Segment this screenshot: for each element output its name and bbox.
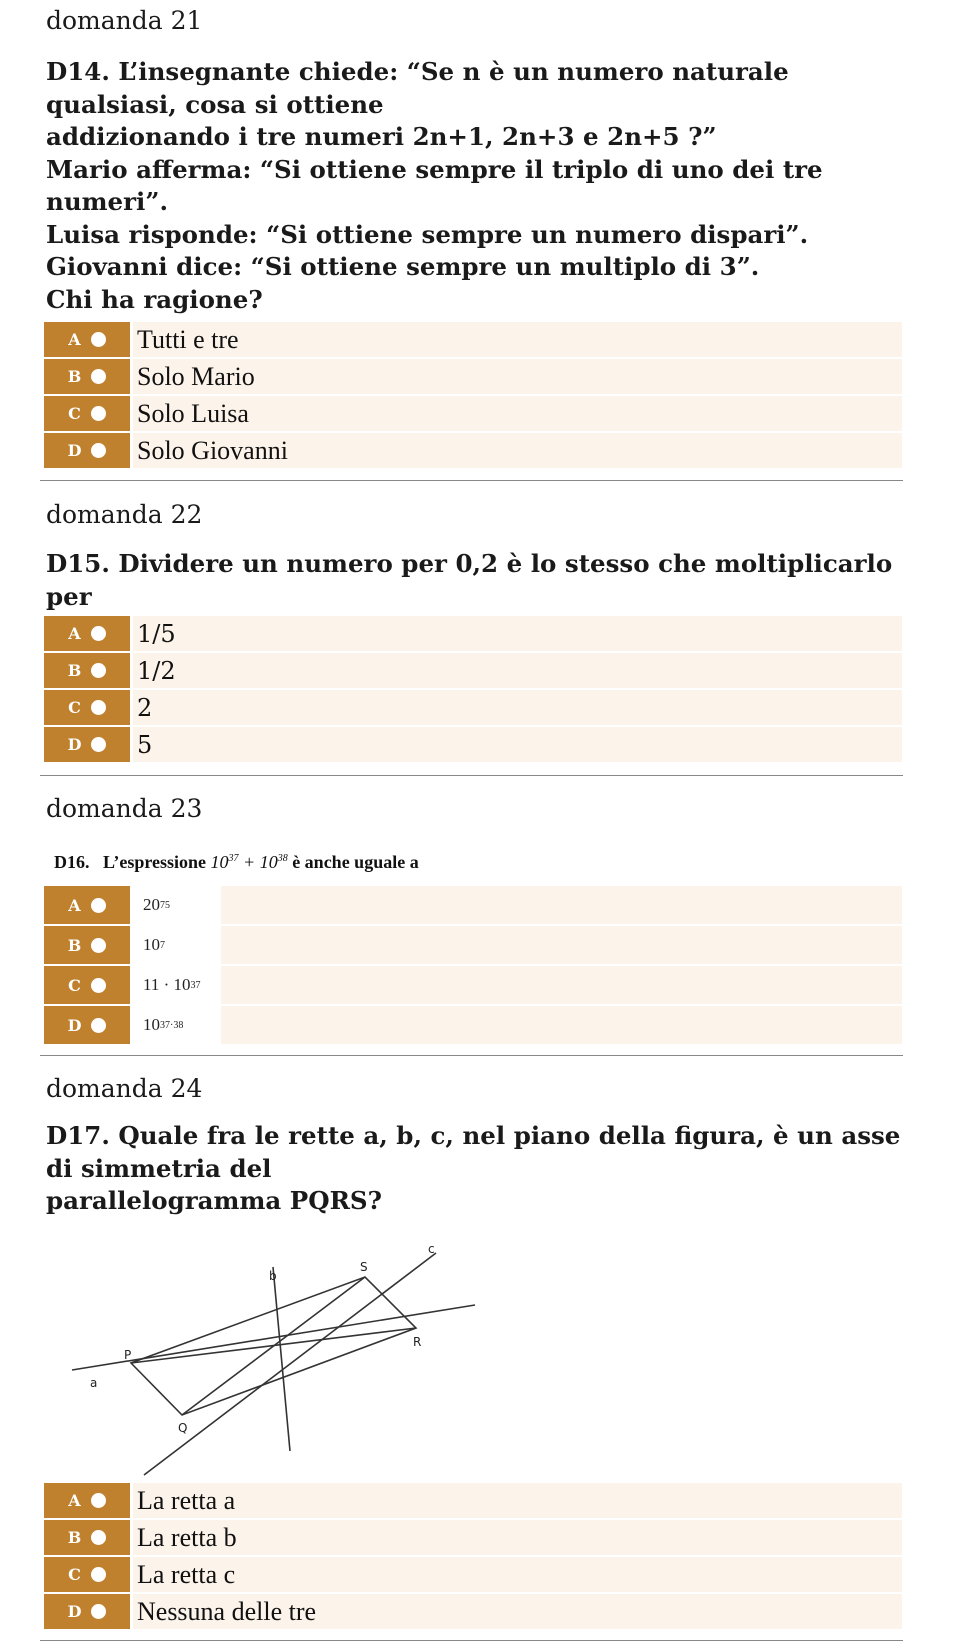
radio-button[interactable] (91, 1604, 106, 1619)
option-a[interactable] (44, 1483, 902, 1518)
option-label: Tutti e tre (133, 322, 902, 357)
option-letter: B (67, 935, 82, 955)
math-exponent: 75 (160, 899, 170, 911)
option-letter: A (68, 895, 81, 915)
math-exponent: 37 (190, 979, 201, 991)
math-base: 10 (143, 935, 160, 954)
option-label (133, 1006, 902, 1044)
option-c[interactable] (44, 690, 902, 725)
option-key (44, 690, 130, 725)
math-base: 20 (143, 895, 160, 914)
option-d[interactable] (44, 727, 902, 762)
option-letter: D (67, 1602, 82, 1621)
option-label (133, 966, 902, 1004)
option-key (44, 359, 130, 394)
option-letter: A (68, 330, 81, 349)
stem-line: di simmetria del (46, 1153, 272, 1183)
math-exponent: 38 (277, 853, 288, 864)
stem-text: è anche uguale a (292, 852, 419, 872)
label-s: S (360, 1260, 368, 1274)
option-key (44, 1483, 130, 1518)
option-key (44, 727, 130, 762)
option-fill (221, 966, 902, 1004)
stem-line: Luisa risponde: “Si ottiene sempre un numero dispari”. (46, 219, 809, 249)
option-d[interactable] (44, 1594, 902, 1629)
option-label: 2 (133, 690, 902, 725)
option-c[interactable] (44, 1557, 902, 1592)
math-expression (133, 886, 221, 924)
math-base: 10 (143, 1015, 160, 1034)
option-a[interactable] (44, 322, 902, 357)
radio-button[interactable] (91, 663, 106, 678)
option-label: 5 (133, 727, 902, 762)
option-d[interactable] (44, 1006, 902, 1044)
parallelogram-figure (60, 1185, 480, 1485)
stem-line: qualsiasi, cosa si ottiene (46, 89, 384, 119)
option-label: La retta b (133, 1520, 902, 1555)
radio-button[interactable] (91, 1530, 106, 1545)
question-23-header: domanda 23 (46, 794, 203, 823)
question-22-stem (46, 548, 916, 613)
option-letter: C (68, 404, 81, 423)
option-letter: C (68, 1565, 81, 1584)
separator (40, 1055, 903, 1056)
math-operator: + (243, 852, 256, 872)
option-letter: D (67, 735, 82, 754)
stem-line: Giovanni dice: “Si ottiene sempre un multiplo di 3”. (46, 252, 760, 281)
question-21-stem (46, 56, 916, 316)
option-key (44, 1006, 130, 1044)
option-letter: A (68, 1491, 81, 1510)
option-fill (221, 886, 902, 924)
label-a: a (90, 1376, 98, 1390)
question-22-options (44, 616, 902, 764)
math-base: 10 (259, 852, 278, 872)
radio-button[interactable] (91, 332, 106, 347)
option-letter: B (67, 661, 82, 680)
option-letter: C (68, 698, 81, 717)
option-b[interactable] (44, 653, 902, 688)
math-base: 10 (173, 975, 191, 994)
option-b[interactable] (44, 1520, 902, 1555)
stem-line: Mario afferma: “Si ottiene sempre il triplo di uno dei tre (46, 154, 823, 184)
option-b[interactable] (44, 359, 902, 394)
option-key (44, 1520, 130, 1555)
option-fill (221, 1006, 902, 1044)
radio-button[interactable] (91, 938, 106, 953)
option-c[interactable] (44, 966, 902, 1004)
option-d[interactable] (44, 433, 902, 468)
math-exponent: 7 (160, 939, 165, 951)
label-p: P (124, 1348, 132, 1362)
option-letter: C (68, 975, 81, 995)
label-b: b (269, 1269, 277, 1283)
radio-button[interactable] (91, 443, 106, 458)
label-c: c (428, 1242, 435, 1256)
radio-button[interactable] (91, 626, 106, 641)
option-label: 1/2 (133, 653, 902, 688)
question-23-options (44, 886, 902, 1046)
separator (40, 1640, 903, 1641)
option-b[interactable] (44, 926, 902, 964)
stem-line: D14. L’insegnante chiede: “Se n è un numero naturale (46, 57, 789, 86)
radio-button[interactable] (91, 406, 106, 421)
question-number: D16. (54, 852, 90, 872)
radio-button[interactable] (91, 1567, 106, 1582)
option-key (44, 616, 130, 651)
radio-button[interactable] (91, 898, 106, 913)
label-q: Q (178, 1421, 188, 1435)
radio-button[interactable] (91, 978, 106, 993)
diagonal-qs (182, 1277, 365, 1415)
stem-line: parallelogramma PQRS? (46, 1186, 382, 1215)
math-term (260, 852, 288, 872)
radio-button[interactable] (91, 737, 106, 752)
option-letter: A (68, 624, 81, 643)
math-exponent: 37 (228, 853, 239, 864)
radio-button[interactable] (91, 700, 106, 715)
math-expression (133, 966, 221, 1004)
option-key (44, 966, 130, 1004)
option-letter: D (67, 441, 82, 460)
option-label: Nessuna delle tre (133, 1594, 902, 1629)
stem-line: addizionando i tre numeri 2n+1, 2n+3 e 2n+5 ?” (46, 122, 717, 151)
question-24-options (44, 1483, 902, 1631)
stem-line: D15. Dividere un numero per 0,2 è lo stesso che moltiplicarlo (46, 549, 893, 578)
stem-text: L’espressione (103, 852, 207, 872)
option-label: La retta a (133, 1483, 902, 1518)
math-coefficient: 11 · (143, 975, 174, 994)
radio-button[interactable] (91, 1018, 106, 1033)
option-key (44, 886, 130, 924)
option-label: 1/5 (133, 616, 902, 651)
question-22-header: domanda 22 (46, 500, 203, 529)
question-21-header: domanda 21 (46, 6, 203, 35)
option-letter: D (67, 1015, 82, 1035)
line-b (273, 1267, 290, 1451)
option-label (133, 886, 902, 924)
option-key (44, 653, 130, 688)
option-key (44, 322, 130, 357)
radio-button[interactable] (91, 1493, 106, 1508)
option-key (44, 1557, 130, 1592)
option-a[interactable] (44, 886, 902, 924)
option-key (44, 433, 130, 468)
option-label: La retta c (133, 1557, 902, 1592)
separator (40, 480, 903, 481)
option-key (44, 1594, 130, 1629)
math-exponent: 37·38 (160, 1019, 184, 1031)
question-24-header: domanda 24 (46, 1074, 203, 1103)
option-c[interactable] (44, 396, 902, 431)
separator (40, 775, 903, 776)
option-label: Solo Mario (133, 359, 902, 394)
math-expression (133, 1006, 221, 1044)
option-label: Solo Luisa (133, 396, 902, 431)
question-21-options (44, 322, 902, 470)
math-base: 10 (210, 852, 229, 872)
option-a[interactable] (44, 616, 902, 651)
math-term (211, 852, 239, 872)
stem-line: Chi ha ragione? (46, 284, 263, 314)
line-c (144, 1253, 436, 1475)
option-fill (221, 926, 902, 964)
option-letter: B (67, 367, 82, 386)
stem-line: numeri”. (46, 187, 168, 216)
option-label: Solo Giovanni (133, 433, 902, 468)
math-expression (133, 926, 221, 964)
question-23-stem (54, 852, 419, 873)
label-r: R (413, 1335, 422, 1349)
option-letter: B (67, 1528, 82, 1547)
option-key (44, 926, 130, 964)
stem-line: D17. Quale fra le rette a, b, c, nel piano della figura, è un asse (46, 1121, 901, 1150)
stem-line: per (46, 581, 92, 611)
option-key (44, 396, 130, 431)
option-label (133, 926, 902, 964)
radio-button[interactable] (91, 369, 106, 384)
